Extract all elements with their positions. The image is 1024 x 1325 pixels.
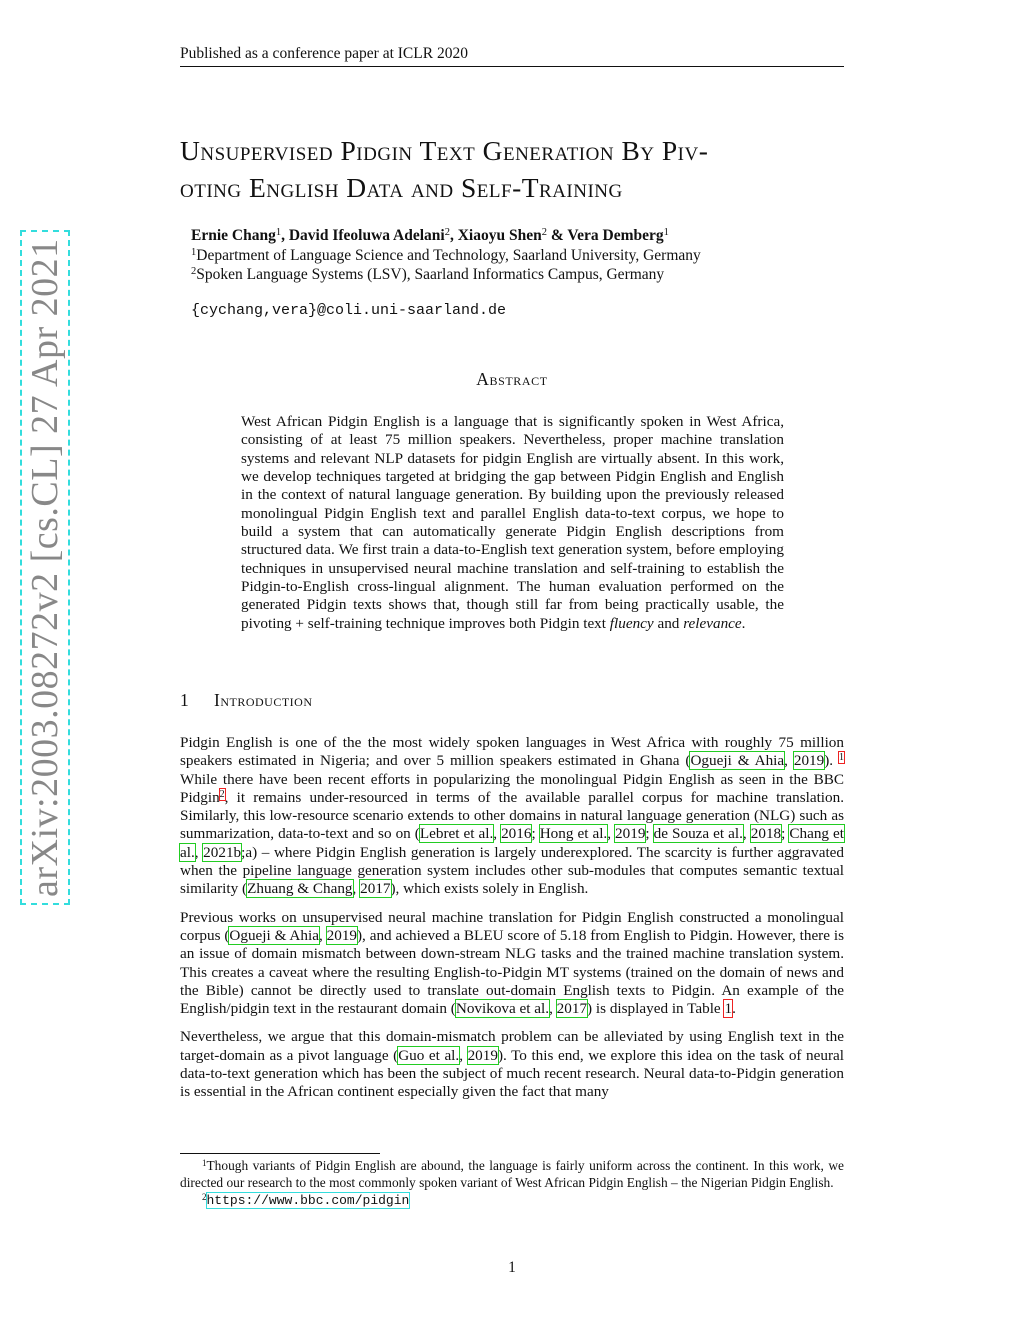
intro-paragraph-1 <box>180 734 844 899</box>
header-rule <box>180 66 844 67</box>
footnote-link-1[interactable]: 1 <box>839 752 844 764</box>
author-email: {cychang,vera}@coli.uni-saarland.de <box>191 302 507 319</box>
citation-link-zhuang-chang-author[interactable]: Zhuang & Chang <box>247 880 353 898</box>
title-line-1: Unsupervised Pidgin Text Generation By Piv- <box>180 135 709 166</box>
citation-separator: , <box>459 1046 468 1064</box>
citation-separator: , <box>549 1000 557 1018</box>
abstract-body <box>241 413 784 633</box>
citation-link-de-souza-author[interactable]: de Souza et al. <box>653 825 743 843</box>
introduction-body <box>180 734 844 1112</box>
citation-link-novikova-author[interactable]: Novikova et al. <box>455 1000 550 1018</box>
text-run: ), and achieved a BLEU score of 5.18 from English to Pidgin. However, there is an issue of domain mismatch between down-stream NLG tasks and the trained machine translation system. This creates a caveat where the resulting English-to-Pidgin MT systems (trained on the domain of news and the Bible) cannot be directly used to translate out-domain English texts to Pidgin. An example of the English/pidgin text in the restaurant domain ( <box>180 926 844 1018</box>
affiliation-1-mark: 1 <box>191 246 197 258</box>
text-run: ). To this end, we explore this idea on the task of neural data-to-text generation which has been the subject of much recent research. Neural data-to-Pidgin generation is essential in the African continent especially given the fact that many <box>180 1046 844 1101</box>
footnote-rule <box>180 1153 380 1154</box>
abstract-emphasis-fluency: fluency <box>609 614 654 632</box>
author-1-affiliation-mark: 1 <box>275 227 282 238</box>
abstract-text-end: . <box>741 614 746 632</box>
affiliation-2 <box>191 265 831 285</box>
citation-link-guo-author[interactable]: Guo et al. <box>398 1046 460 1064</box>
arxiv-identifier-stamp[interactable]: arXiv:2003.08272v2 [cs.CL] 27 Apr 2021 <box>20 230 70 905</box>
footnote-1-mark: 1 <box>202 1158 207 1168</box>
intro-paragraph-3 <box>180 1028 844 1101</box>
citation-separator: , <box>742 825 751 843</box>
author-1: Ernie Chang <box>191 227 276 244</box>
citation-link-novikova-year[interactable]: 2017 <box>556 1000 588 1018</box>
footnote-2 <box>180 1191 844 1209</box>
citation-separator: , <box>194 843 204 861</box>
citation-link-de-souza-year[interactable]: 2018 <box>750 825 782 843</box>
citation-link-lebret-author[interactable]: Lebret et al. <box>419 825 494 843</box>
paper-title <box>180 132 844 206</box>
author-block <box>191 226 831 285</box>
citation-link-ogueji-ahia-author[interactable]: Ogueji & Ahia <box>229 926 319 944</box>
section-number: 1 <box>180 690 190 710</box>
abstract-heading: Abstract <box>476 369 548 389</box>
author-4: Vera Demberg <box>567 227 664 244</box>
citation-link-hong-year[interactable]: 2019 <box>615 825 646 843</box>
affiliation-2-text: Spoken Language Systems (LSV), Saarland Informatics Campus, Germany <box>196 266 665 283</box>
affiliation-1 <box>191 246 831 266</box>
text-run: . <box>732 1000 736 1018</box>
citation-separator: , <box>784 752 794 770</box>
citation-link-ogueji-ahia-year[interactable]: 2019 <box>326 926 357 944</box>
text-run: Nevertheless, we argue that this domain-mismatch problem can be alleviated by using English text in the target-domain as a pivot language ( <box>180 1028 844 1064</box>
citation-link-lebret-year[interactable]: 2016 <box>501 825 532 843</box>
abstract-text-and: and <box>653 614 684 632</box>
footnote-1-text: Though variants of Pidgin English are abound, the language is fairly uniform across the continent. In this work, we directed our research to the most commonly spoken variant of West African Pidgin English – the Nigerian Pidgin English. <box>180 1158 844 1190</box>
footnote-2-url-link[interactable]: https://www.bbc.com/pidgin <box>206 1193 410 1208</box>
author-4-affiliation-mark: 1 <box>663 227 669 238</box>
table-reference-link[interactable]: 1 <box>724 1000 733 1018</box>
footnote-2-mark: 2 <box>202 1192 207 1202</box>
footnotes <box>180 1157 844 1209</box>
intro-paragraph-2 <box>180 909 844 1019</box>
running-header: Published as a conference paper at ICLR 2020 <box>180 45 468 62</box>
author-3-affiliation-mark: 2 <box>541 227 547 238</box>
author-ampersand: & <box>550 227 564 244</box>
title-line-2: oting English Data and Self-Training <box>180 172 623 203</box>
footnote-1 <box>180 1157 844 1191</box>
author-2: David Ifeoluwa Adelani <box>288 227 445 244</box>
abstract-text: West African Pidgin English is a language that is significantly spoken in West Africa, consisting of at least 75 million speakers. Nevertheless, proper machine translation systems and relevant NLP datasets for pidgin English are virtually absent. In this work, we develop techniques targeted at bridging the gap between Pidgin English and English in the context of natural language generation. By building upon the previously released monolingual Pidgin English text and parallel English data-to-text corpus, we hope to build a system that can automatically generate Pidgin English descriptions from structured data. We first train a data-to-English text generation system, before employing techniques in unsupervised neural machine translation and self-training to establish the Pidgin-to-English cross-lingual alignment. The human evaluation performed on the generated Pidgin texts shows that, though still far from being practically usable, the pivoting + self-training technique improves both Pidgin text <box>241 413 784 632</box>
citation-separator: , <box>607 825 616 843</box>
text-run: ; <box>645 825 654 843</box>
text-run: ). <box>824 752 839 770</box>
affiliation-1-text: Department of Language Science and Technology, Saarland University, Germany <box>196 246 701 264</box>
page-number: 1 <box>508 1259 516 1276</box>
text-run: ;a) – where Pidgin English generation is largely underexplored. The scarcity is further aggravated when the pipeline language generation system includes other sub-modules that computes semantic textual similarity ( <box>180 843 845 898</box>
citation-separator: , <box>318 926 327 944</box>
text-run: Previous works on unsupervised neural machine translation for Pidgin English constructed a monolingual corpus ( <box>180 908 844 944</box>
author-3: Xiaoyu Shen <box>457 227 542 244</box>
citation-link-guo-year[interactable]: 2019 <box>467 1046 498 1064</box>
citation-link-hong-author[interactable]: Hong et al. <box>539 825 608 843</box>
citation-separator: , <box>352 880 361 898</box>
citation-separator: , <box>493 825 502 843</box>
author-names: Ernie Chang$^1$, David Ifeoluwa Adelani$^2$, Xiaoyu Shen$^2$ & Vera Demberg$^1$ <box>191 227 669 244</box>
citation-link-zhuang-chang-year[interactable]: 2017 <box>360 880 391 898</box>
section-heading-introduction <box>180 690 844 711</box>
text-run: , it remains under-resourced in terms of the available parallel corpus for machine translation. Similarly, this low-resource scenario extends to other domains in natural language generation (NLG) such as summarization, data-to-text and so on ( <box>180 788 844 843</box>
text-run: ), which exists solely in English. <box>390 880 589 898</box>
citation-link-ogueji-ahia-year[interactable]: 2019 <box>793 752 825 770</box>
footnote-link-2[interactable]: 2 <box>219 788 225 800</box>
affiliation-2-mark: 2 <box>191 266 197 277</box>
citation-link-chang-author[interactable]: Chang et al. <box>180 825 845 861</box>
abstract-emphasis-relevance: relevance <box>683 614 742 632</box>
section-title: Introduction <box>214 690 313 710</box>
citation-link-ogueji-ahia-author[interactable]: Ogueji & Ahia <box>690 752 785 770</box>
text-run: ) is displayed in Table <box>587 1000 725 1018</box>
text-run: While there have been recent efforts in popularizing the monolingual Pidgin English as seen in the BBC Pidgin <box>180 770 844 806</box>
text-run: Pidgin English is one of the the most widely spoken languages in West Africa with roughly 75 million speakers estimated in Nigeria; and over 5 million speakers estimated in Ghana ( <box>180 734 844 770</box>
text-run: ; <box>781 825 790 843</box>
author-2-affiliation-mark: 2 <box>444 227 450 238</box>
citation-link-chang-year[interactable]: 2021b <box>203 843 242 861</box>
text-run: ; <box>531 825 540 843</box>
